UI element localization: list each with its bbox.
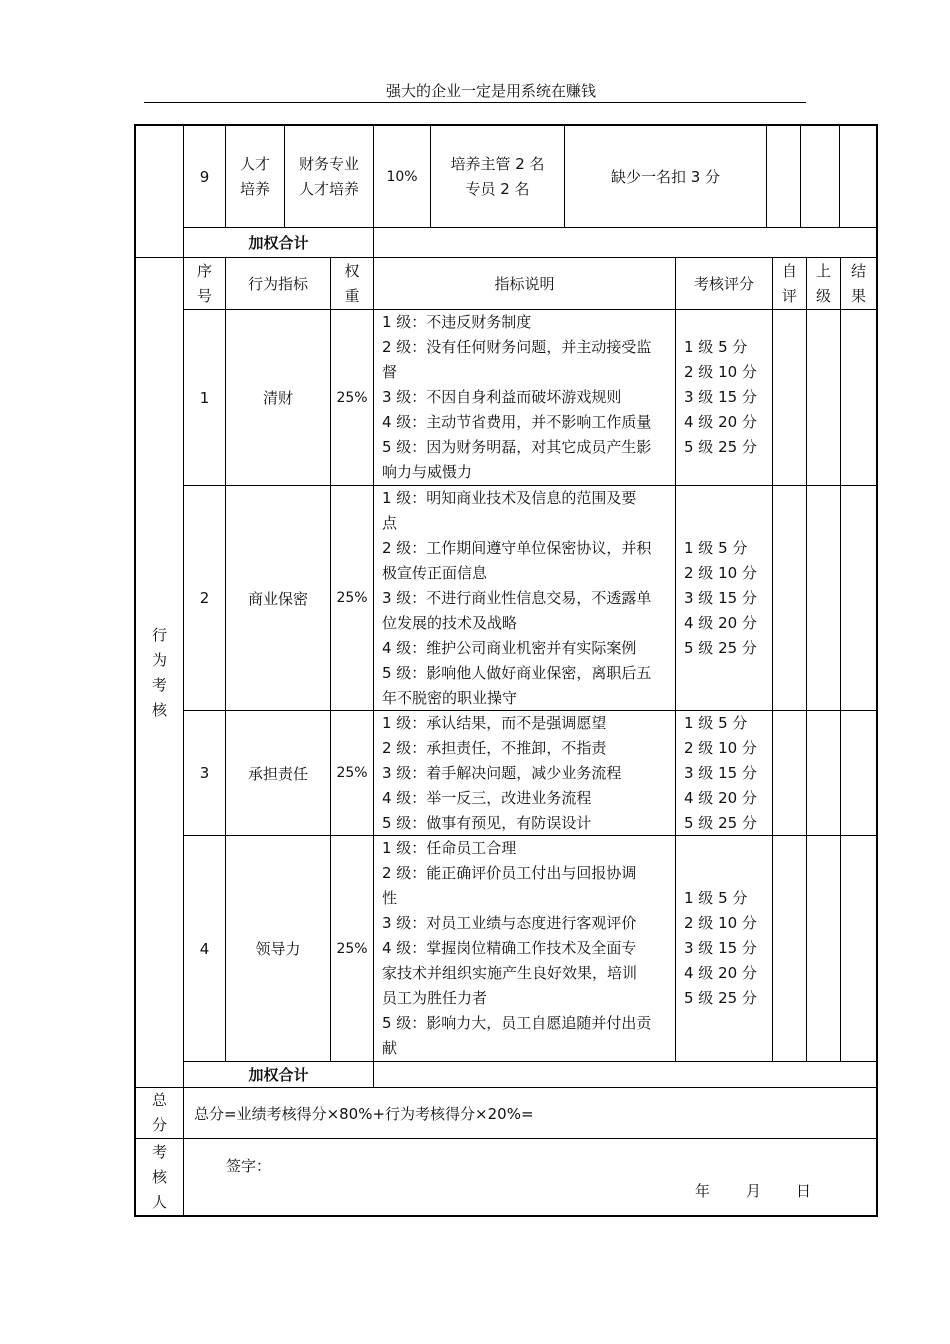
col-header-self: 自 评: [772, 257, 807, 310]
row2-score: 1 级 5 分 2 级 10 分 3 级 15 分 4 级 20 分 5 级 25 分: [675, 485, 773, 711]
top-subtotal-value: [373, 227, 877, 258]
date-year: 年: [695, 1182, 711, 1200]
row9-indicator: 财务专业 人才培养: [284, 125, 374, 228]
row2-desc: 1 级：明知商业技术及信息的范围及要 点 2 级：工作期间遵守单位保密协议，并积 极宣传正面信息 3 级：不进行商业性信息交易，不透露单 位发展的技术及战略 4 级：维护公司商业机密并有实际案例 5 级：影响他人做好商业保密，离职后五 年不脱密的职业操守: [373, 485, 676, 711]
row4-no: 4: [183, 835, 226, 1062]
date-day: 日: [796, 1182, 812, 1200]
row3-desc: 1 级：承认结果，而不是强调愿望 2 级：承担责任，不推卸，不指责 3 级：着手解决问题，减少业务流程 4 级：举一反三，改进业务流程 5 级：做事有预见，有防误设计: [373, 710, 676, 836]
row4-score: 1 级 5 分 2 级 10 分 3 级 15 分 4 级 20 分 5 级 25 分: [675, 835, 773, 1062]
col-header-result: 结 果: [840, 257, 877, 310]
page-header: [144, 80, 806, 103]
row9-superior: [800, 125, 840, 228]
col-header-indicator: 行为指标: [225, 257, 331, 310]
behavior-subtotal-value: [373, 1061, 877, 1088]
row1-superior: [806, 309, 841, 486]
col-header-superior: 上 级: [806, 257, 841, 310]
row1-weight: 25%: [330, 309, 374, 486]
row3-no: 3: [183, 710, 226, 836]
reviewer-label: 考 核 人: [135, 1138, 184, 1216]
date-month: 月: [746, 1182, 762, 1200]
row9-self: [766, 125, 801, 228]
total-label: 总 分: [135, 1087, 184, 1139]
header-slogan: 强大的企业一定是用系统在赚钱: [385, 82, 596, 100]
row1-no: 1: [183, 309, 226, 486]
row3-superior: [806, 710, 841, 836]
row1-desc: 1 级：不违反财务制度 2 级：没有任何财务问题，并主动接受监 督 3 级：不因自身利益而破坏游戏规则 4 级：主动节省费用，并不影响工作质量 5 级：因为财务明磊，对其它成员产生影 响力与威慑力: [373, 309, 676, 486]
behavior-subtotal-label: 加权合计: [183, 1061, 374, 1088]
row9-weight: 10%: [373, 125, 431, 228]
row4-self: [772, 835, 807, 1062]
col-header-no: 序 号: [183, 257, 226, 310]
top-subtotal-label: 加权合计: [183, 227, 374, 258]
row3-score: 1 级 5 分 2 级 10 分 3 级 15 分 4 级 20 分 5 级 25 分: [675, 710, 773, 836]
col-header-weight: 权 重: [330, 257, 374, 310]
row3-self: [772, 710, 807, 836]
row2-weight: 25%: [330, 485, 374, 711]
reviewer-area: [183, 1138, 877, 1216]
behavior-section-label: 行 为 考 核: [135, 257, 184, 1088]
signature-label: 签字：: [226, 1157, 272, 1175]
row3-weight: 25%: [330, 710, 374, 836]
row4-superior: [806, 835, 841, 1062]
row1-self: [772, 309, 807, 486]
row4-desc: 1 级：任命员工合理 2 级：能正确评价员工付出与回报协调 性 3 级：对员工业绩与态度进行客观评价 4 级：掌握岗位精确工作技术及全面专 家技术并组织实施产生良好效果，培训 员工为胜任力者 5 级：影响力大，员工自愿追随并付出贡 献: [373, 835, 676, 1062]
row2-indicator: 商业保密: [225, 485, 331, 711]
col-header-score: 考核评分: [675, 257, 773, 310]
row9-no: 9: [183, 125, 226, 228]
row1-result: [840, 309, 877, 486]
row4-weight: 25%: [330, 835, 374, 1062]
row4-indicator: 领导力: [225, 835, 331, 1062]
top-left-blank: [135, 125, 184, 258]
row9-rule: 缺少一名扣 3 分: [564, 125, 767, 228]
total-formula: 总分=业绩考核得分×80%+行为考核得分×20%=: [183, 1087, 877, 1139]
row1-indicator: 清财: [225, 309, 331, 486]
row1-score: 1 级 5 分 2 级 10 分 3 级 15 分 4 级 20 分 5 级 25 分: [675, 309, 773, 486]
row2-result: [840, 485, 877, 711]
row3-result: [840, 710, 877, 836]
row2-self: [772, 485, 807, 711]
row9-target: 培养主管 2 名 专员 2 名: [430, 125, 565, 228]
row9-result: [839, 125, 877, 228]
row3-indicator: 承担责任: [225, 710, 331, 836]
row4-result: [840, 835, 877, 1062]
col-header-desc: 指标说明: [373, 257, 676, 310]
row9-category: 人才 培养: [225, 125, 285, 228]
row2-superior: [806, 485, 841, 711]
row2-no: 2: [183, 485, 226, 711]
